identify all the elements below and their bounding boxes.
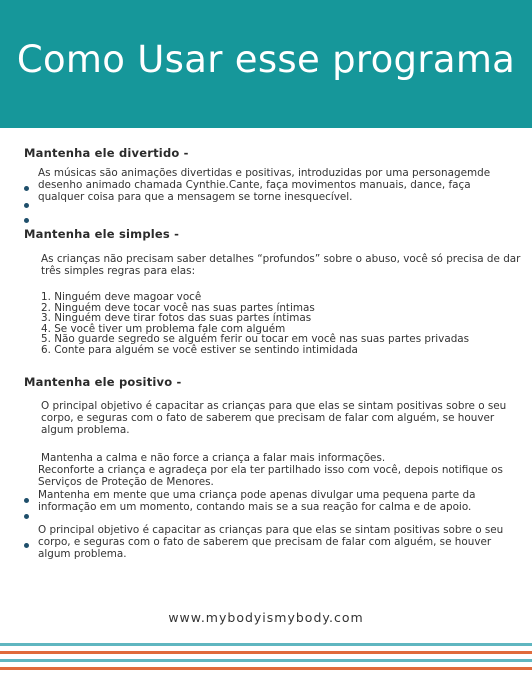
bullet-icon xyxy=(24,498,29,503)
section-p5-positivo: O principal objetivo é capacitar as crianças para que elas se sintam positivas sobre o seu corpo, e seguras com o fato de saberem que precisam de falar com alguém, se houver algum problema. xyxy=(38,524,504,560)
section-p4-positivo: Mantenha em mente que uma criança pode apenas divulgar uma pequena parte da informação em um momento, contando mais se a sua reação for calma e de apoio. xyxy=(38,489,476,513)
section-heading-simples: Mantenha ele simples - xyxy=(24,227,180,241)
section-p2-positivo: Mantenha a calma e não force a criança a falar mais informações. xyxy=(41,452,386,464)
bullet-icon xyxy=(24,203,29,208)
section-p1-positivo: O principal objetivo é capacitar as crianças para que elas se sintam positivas sobre o seu corpo, e seguras com o fato de saberem que precisam de falar com alguém, se houver algum problema. xyxy=(41,400,507,436)
list-item: 6. Conte para alguém se você estiver se sentindo intimidada xyxy=(41,343,358,356)
footer-url: www.mybodyismybody.com xyxy=(168,610,364,625)
section-heading-divertido: Mantenha ele divertido - xyxy=(24,146,189,160)
section-body-divertido: As músicas são animações divertidas e positivas, introduzidas por uma personagemde desenho animado chamada Cynthie.Cante, faça movimentos manuais, dance, faça qualquer coisa para que a mensagem se torne inesquecível. xyxy=(38,167,491,203)
page-title: Como Usar esse programa xyxy=(16,38,516,81)
bullet-icon xyxy=(24,218,29,223)
decorative-stripe xyxy=(0,651,532,654)
list-item: 2. Ninguém deve tocar você nas suas partes íntimas xyxy=(41,301,315,314)
list-item: 1. Ninguém deve magoar você xyxy=(41,291,202,303)
list-item: 5. Não guarde segredo se alguém ferir ou tocar em você nas suas partes privadas xyxy=(41,333,470,346)
section-p3-positivo: Reconforte a criança e agradeça por ela ter partilhado isso com você, depois notifique os Serviços de Proteção de Menores. xyxy=(38,464,503,488)
rules-list xyxy=(41,292,469,356)
decorative-stripe xyxy=(0,667,532,670)
section-intro-simples: As crianças não precisam saber detalhes “profundos” sobre o abuso, você só precisa de dar três simples regras para elas: xyxy=(41,253,521,277)
bullet-icon xyxy=(24,186,29,191)
bullet-icon xyxy=(24,514,29,519)
decorative-stripe xyxy=(0,659,532,662)
list-item: 3. Ninguém deve tirar fotos das suas partes íntimas xyxy=(41,312,312,325)
header-banner xyxy=(0,0,532,128)
decorative-stripe xyxy=(0,643,532,646)
list-item: 4. Se você tiver um problema fale com alguém xyxy=(41,322,286,335)
section-heading-positivo: Mantenha ele positivo - xyxy=(24,375,182,389)
bullet-icon xyxy=(24,543,29,548)
